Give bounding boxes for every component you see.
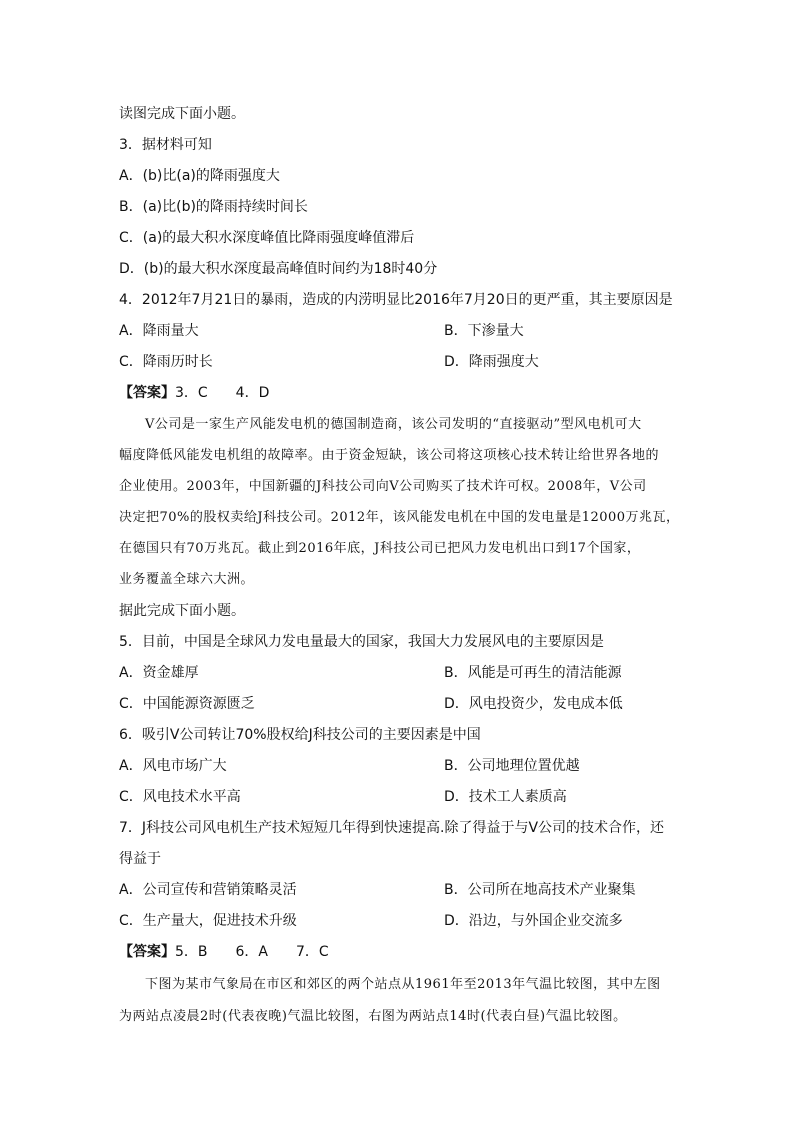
question-3-option-c: C．(a)的最大积水深度峰值比降雨强度峰值滞后: [119, 230, 415, 246]
question-3-option-b: B．(a)比(b)的降雨持续时间长: [119, 199, 308, 215]
question-3-stem: 3．据材料可知: [119, 137, 212, 153]
passage-line-6: 业务覆盖全球六大洲。: [119, 572, 255, 587]
question-7-stem-line-1: 7．J科技公司风电机生产技术短短几年得到快速提高.除了得益于与V公司的技术合作，还: [119, 820, 665, 836]
passage-line-2: 为两站点凌晨2时(代表夜晚)气温比较图，右图为两站点14时(代表白昼)气温比较图。: [119, 1009, 627, 1024]
answer-text: 5．B 6．A 7．C: [175, 944, 329, 960]
answer-line-2: [119, 942, 329, 962]
question-5-option-b: B．风能是可再生的清洁能源: [444, 665, 622, 681]
question-7-stem-line-2: 得益于: [119, 851, 161, 867]
passage-line-3: 企业使用。2003年，中国新疆的J科技公司向V公司购买了技术许可权。2008年，V公司: [119, 479, 647, 494]
answer-label: 【答案】: [119, 944, 175, 960]
passage-line-5: 在德国只有70万兆瓦。截止到2016年底，J科技公司已把风力发电机出口到17个国家，: [119, 541, 641, 556]
question-4-option-c: C．降雨历时长: [119, 354, 213, 370]
question-6-option-c: C．风电技术水平高: [119, 789, 241, 805]
passage-line-2: 幅度降低风能发电机组的故障率。由于资金短缺，该公司将这项核心技术转让给世界各地的: [119, 448, 660, 463]
question-3-option-a: A．(b)比(a)的降雨强度大: [119, 168, 280, 184]
question-7-option-b: B．公司所在地高技术产业聚集: [444, 882, 636, 898]
question-3-option-d: D．(b)的最大积水深度最高峰值时间约为18时40分: [119, 261, 438, 277]
answer-label: 【答案】: [119, 385, 175, 401]
question-7-option-c: C．生产量大，促进技术升级: [119, 913, 297, 929]
answer-text: 3．C 4．D: [175, 385, 270, 401]
question-7-option-d: D．沿边，与外国企业交流多: [444, 913, 623, 929]
question-7-option-a: A．公司宣传和营销策略灵活: [119, 882, 297, 898]
question-4-option-b: B．下渗量大: [444, 323, 524, 339]
question-4-stem: 4．2012年7月21日的暴雨，造成的内涝明显比2016年7月20日的更严重，其主要原因是: [119, 292, 673, 308]
question-6-option-b: B．公司地理位置优越: [444, 758, 580, 774]
question-4-option-a: A．降雨量大: [119, 323, 199, 339]
question-5-stem: 5．目前，中国是全球风力发电量最大的国家，我国大力发展风电的主要原因是: [119, 634, 604, 650]
section-intro: 据此完成下面小题。: [119, 603, 245, 619]
passage-line-1: V公司是一家生产风能发电机的德国制造商，该公司发明的“直接驱动”型风电机可大: [145, 417, 642, 432]
passage-line-4: 决定把70%的股权卖给J科技公司。2012年，该风能发电机在中国的发电量是12000万兆瓦，: [119, 510, 680, 525]
question-4-option-d: D．降雨强度大: [444, 354, 539, 370]
section-intro: 读图完成下面小题。: [119, 106, 245, 122]
question-6-option-a: A．风电市场广大: [119, 758, 227, 774]
question-5-option-c: C．中国能源资源匮乏: [119, 696, 255, 712]
answer-line-1: [119, 383, 269, 403]
question-5-option-a: A．资金雄厚: [119, 665, 199, 681]
passage-line-1: 下图为某市气象局在市区和郊区的两个站点从1961年至2013年气温比较图，其中左图: [145, 977, 661, 992]
question-6-stem: 6．吸引V公司转让70%股权给J科技公司的主要因素是中国: [119, 727, 481, 743]
question-5-option-d: D．风电投资少，发电成本低: [444, 696, 623, 712]
question-6-option-d: D．技术工人素质高: [444, 789, 567, 805]
